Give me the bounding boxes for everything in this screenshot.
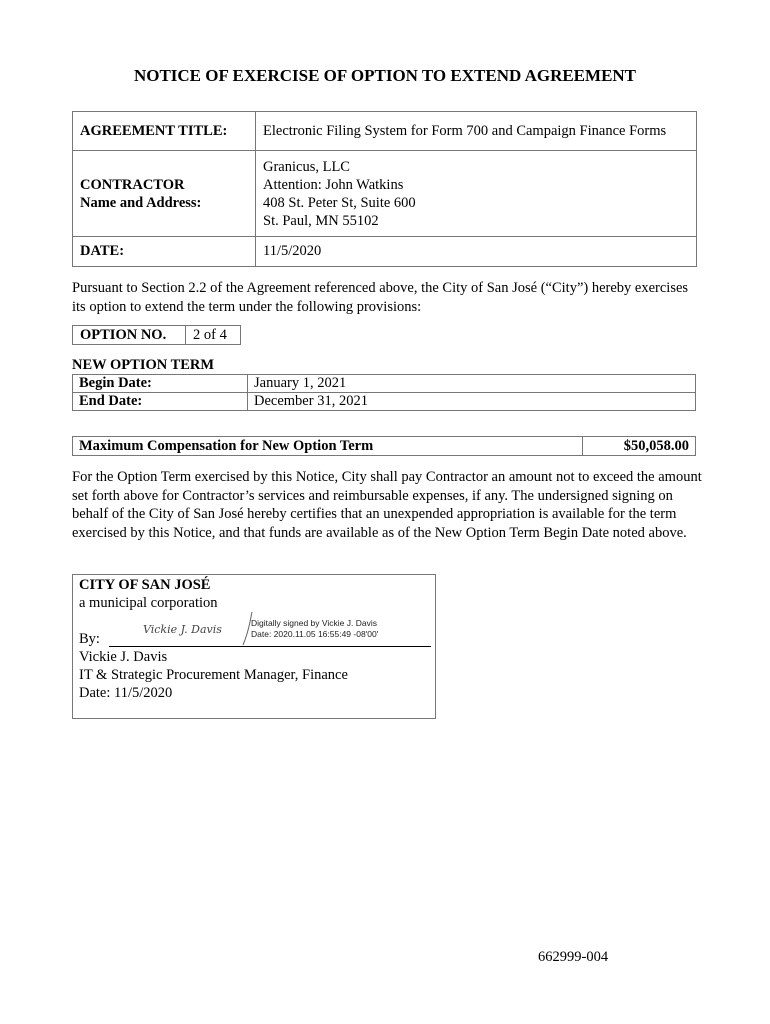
begin-date-row — [73, 375, 696, 393]
agreement-title-value: Electronic Filing System for Form 700 and Campaign Finance Forms — [256, 112, 697, 151]
agreement-title-row — [73, 112, 697, 151]
document-number: 662999-004 — [538, 949, 609, 965]
contractor-address — [256, 151, 697, 237]
digital-signature-line: Digitally signed by Vickie J. Davis — [251, 618, 377, 628]
contractor-label — [73, 151, 256, 237]
date-row — [73, 237, 697, 267]
signer-position: IT & Strategic Procurement Manager, Finance — [79, 667, 348, 683]
digital-signature-stamp — [251, 618, 378, 640]
contractor-row — [73, 151, 697, 237]
contractor-address-line: Granicus, LLC — [263, 158, 350, 175]
digital-signature-date: Date: 2020.11.05 16:55:49 -08'00' — [251, 629, 379, 639]
contractor-label-line2: Name and Address: — [80, 194, 202, 211]
new-option-term-table — [72, 374, 696, 411]
contractor-address-line: 408 St. Peter St, Suite 600 — [263, 194, 416, 211]
intro-paragraph: Pursuant to Section 2.2 of the Agreement referenced above, the City of San José (“City”) hereby exercises its option to extend the term under the following provisions: — [72, 280, 689, 315]
signature-org: CITY OF SAN JOSÉ — [79, 577, 211, 593]
option-number-label: OPTION NO. — [73, 326, 186, 345]
date-value: 11/5/2020 — [256, 237, 697, 267]
signature-org-type: a municipal corporation — [79, 595, 218, 611]
begin-date-value: January 1, 2021 — [248, 375, 696, 393]
handwritten-signature — [141, 615, 226, 641]
contractor-label-line1: CONTRACTOR — [80, 176, 185, 193]
end-date-value: December 31, 2021 — [248, 393, 696, 411]
begin-date-label: Begin Date: — [73, 375, 248, 393]
handwritten-signature-text: Vickie J. Davis — [143, 623, 222, 636]
signature-line — [109, 646, 431, 647]
agreement-title-label: AGREEMENT TITLE: — [73, 112, 256, 151]
by-label: By: — [79, 631, 100, 647]
signer-name: Vickie J. Davis — [79, 649, 168, 665]
compensation-label: Maximum Compensation for New Option Term — [73, 437, 583, 456]
contractor-address-line: St. Paul, MN 55102 — [263, 212, 379, 229]
end-date-label: End Date: — [73, 393, 248, 411]
by-line — [79, 630, 100, 648]
document-title: NOTICE OF EXERCISE OF OPTION TO EXTEND AGREEMENT — [133, 66, 637, 85]
option-number-value: 2 of 4 — [186, 326, 241, 345]
option-number-table — [72, 325, 241, 345]
compensation-table — [72, 436, 696, 456]
new-option-term-heading: NEW OPTION TERM — [72, 357, 215, 373]
date-label: DATE: — [73, 237, 256, 267]
signature-date: Date: 11/5/2020 — [79, 685, 173, 701]
signature-block — [72, 574, 436, 719]
end-date-row — [73, 393, 696, 411]
contractor-address-line: Attention: John Watkins — [263, 176, 404, 193]
certification-paragraph: For the Option Term exercised by this Notice, City shall pay Contractor an amount not to exceed the amount set forth above for Contractor’s services and reimbursable expenses, if any. The undersigned signing on behalf of the City of San José hereby certifies that an unexpended appropriation is available for the term exercised by this Notice, and that funds are available as of the New Option Term Begin Date noted above. — [72, 469, 702, 541]
agreement-table — [72, 111, 697, 267]
compensation-amount: $50,058.00 — [583, 437, 696, 456]
